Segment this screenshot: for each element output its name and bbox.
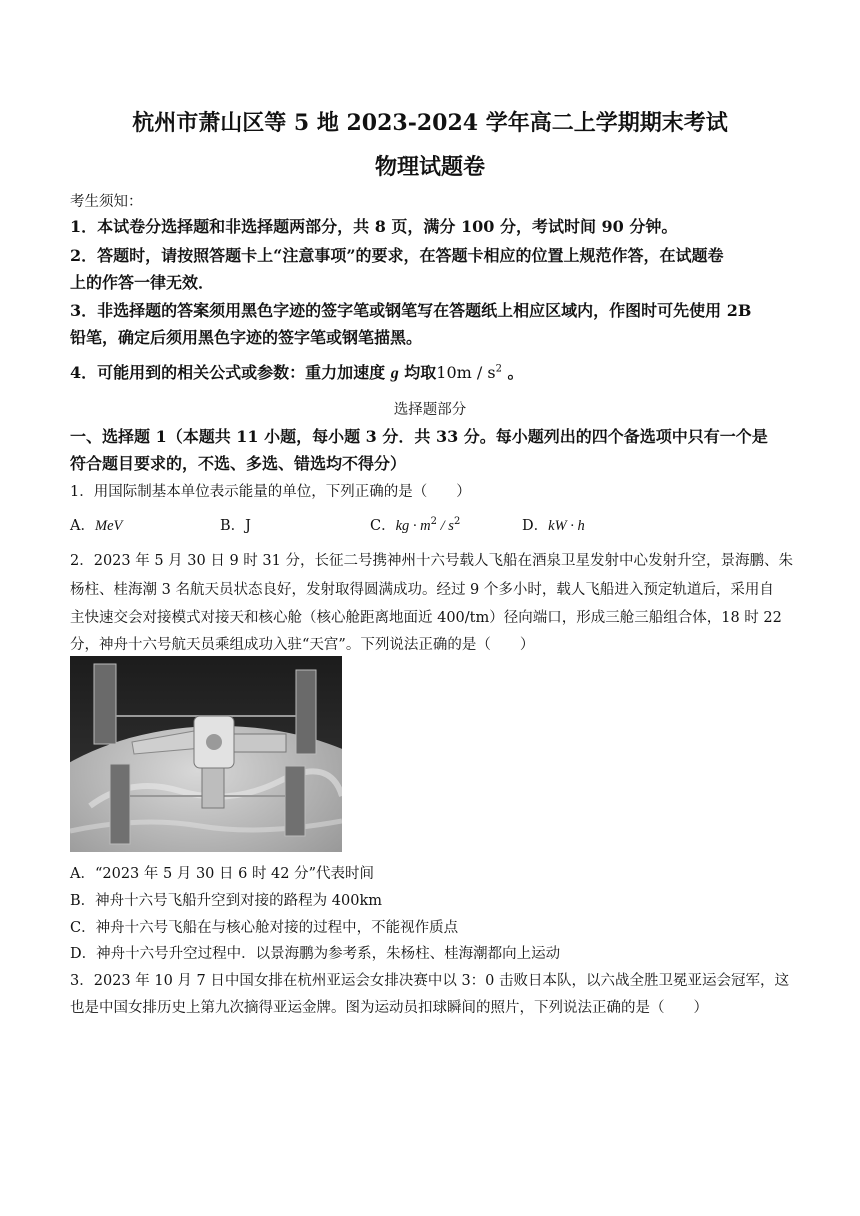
q1-option-d-label: D． (522, 518, 549, 534)
q1-option-a-value: MeV (94, 518, 123, 534)
section-heading: 选择题部分 (393, 402, 467, 418)
space-station-illustration (70, 656, 342, 852)
q3-stem-line-2: 也是中国女排历史上第九次摘得亚运金牌。图为运动员扣球瞬间的照片，下列说法正确的是（ ） (70, 1000, 708, 1016)
q2-stem-line-4: 分，神舟十六号航天员乘组成功入驻“天宫”。下列说法正确的是（ ） (70, 637, 535, 653)
q3-stem-line-1: 3．2023 年 10 月 7 日中国女排在杭州亚运会女排决赛中以 3：0 击败日本队，以六战全胜卫冕亚运会冠军，这 (70, 973, 790, 989)
notice-item-4-mid: 均取 (398, 363, 437, 382)
q1-option-c-exp1: 2 (430, 516, 438, 528)
q1-option-c-value-a: kg · m (395, 518, 431, 534)
q2-option-a: A．“2023 年 5 月 30 日 6 时 42 分”代表时间 (70, 866, 375, 882)
q1-option-d-value: kW · h (548, 518, 585, 534)
notice-item-1: 1．本试卷分选择题和非选择题两部分，共 8 页，满分 100 分，考试时间 90 分钟。 (70, 217, 678, 236)
exam-subtitle: 物理试题卷 (374, 154, 485, 180)
q1-option-a-label: A． (70, 518, 95, 534)
notice-item-4-end: 。 (501, 363, 524, 382)
notice-item-2: 2．答题时，请按照答题卡上“注意事项”的要求，在答题卡相应的位置上规范作答，在试题卷 (70, 246, 724, 265)
q2-option-b: B．神舟十六号飞船升空到对接的路程为 400km (70, 893, 382, 909)
q2-option-d: D．神舟十六号升空过程中．以景海鹏为参考系，朱杨柱、桂海潮都向上运动 (70, 946, 561, 962)
q2-stem-line-1: 2．2023 年 5 月 30 日 9 时 31 分，长征二号携神州十六号载人飞船在酒泉卫星发射中心发射升空，景海鹏、朱 (70, 553, 793, 569)
q2-stem-line-3: 主快速交会对接模式对接天和核心舱（核心舱距离地面近 400/tm）径向端口，形成三舱三船组合体，18 时 22 (70, 610, 782, 626)
q1-option-a (70, 514, 122, 535)
q1-option-b: B．J (220, 518, 251, 534)
q2-option-c: C．神舟十六号飞船在与核心舱对接的过程中，不能视作质点 (70, 920, 459, 936)
notice-heading: 考生须知： (70, 194, 143, 210)
notice-item-4 (70, 360, 524, 383)
space-station-photo (70, 656, 342, 852)
notice-item-3-cont: 铅笔，确定后须用黑色字迹的签字笔或钢笔描黑。 (70, 328, 423, 347)
notice-item-4-prefix: 4．可能用到的相关公式或参数：重力加速度 (70, 363, 391, 382)
notice-item-2-cont: 上的作答一律无效． (70, 273, 215, 292)
exam-title: 杭州市萧山区等 5 地 2023-2024 学年高二上学期期末考试 (132, 110, 728, 136)
q1-stem: 1．用国际制基本单位表示能量的单位，下列正确的是（ ） (70, 484, 471, 500)
gravity-exponent: 2 (495, 363, 502, 375)
q1-option-c (370, 514, 460, 535)
q1-option-c-label: C． (370, 518, 396, 534)
q1-option-d (522, 514, 585, 535)
q1-option-c-exp2: 2 (453, 516, 461, 528)
part-heading: 一、选择题 1（本题共 11 小题，每小题 3 分．共 33 分。每小题列出的四个备选项中只有一个是 (70, 427, 768, 446)
q1-option-c-value-b: / s (437, 518, 454, 534)
gravity-value: 10m / s (436, 363, 496, 382)
part-heading-cont: 符合题目要求的，不选、多选、错选均不得分） (70, 454, 407, 473)
notice-item-3: 3．非选择题的答案须用黑色字迹的签字笔或钢笔写在答题纸上相应区域内，作图时可先使用 2B (70, 301, 752, 320)
q2-stem-line-2: 杨柱、桂海潮 3 名航天员状态良好，发射取得圆满成功。经过 9 个多小时，载人飞船进入预定轨道后，采用自 (70, 582, 774, 598)
gravity-symbol: g (390, 365, 399, 382)
